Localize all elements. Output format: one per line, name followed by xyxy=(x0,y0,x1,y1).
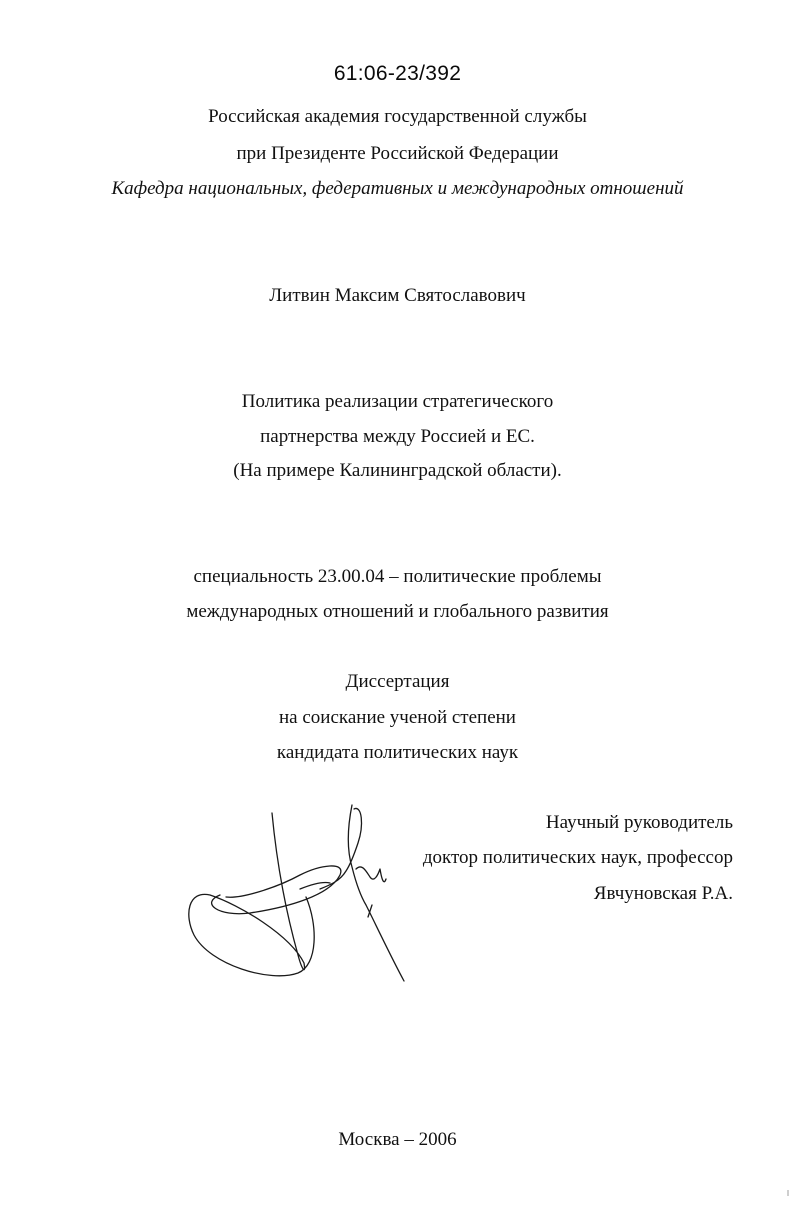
city-and-year: Москва – 2006 xyxy=(338,1129,457,1150)
scan-artifact-mark xyxy=(787,1190,789,1196)
degree-line2: на соискание ученой степени xyxy=(279,707,516,728)
thesis-title-line3: (На примере Калининградской области). xyxy=(233,460,562,481)
specialty-line2: международных отношений и глобального развития xyxy=(186,601,609,622)
supervisor-label: Научный руководитель xyxy=(545,812,733,833)
specialty-line1: специальность 23.00.04 – политические проблемы xyxy=(193,566,602,587)
degree-line3: кандидата политических наук xyxy=(276,742,519,763)
supervisor-name: Явчуновская Р.А. xyxy=(593,883,733,904)
degree-type: Диссертация xyxy=(345,671,450,692)
thesis-title-line1: Политика реализации стратегического xyxy=(241,391,554,412)
catalog-code: 61:06-23/392 xyxy=(333,62,462,85)
institution-name-line2: при Президенте Российской Федерации xyxy=(236,143,559,164)
thesis-title-line2: партнерства между Россией и ЕС. xyxy=(260,426,535,447)
supervisor-credentials: доктор политических наук, профессор xyxy=(422,847,733,868)
department-name: Кафедра национальных, федеративных и международных отношений xyxy=(111,178,684,199)
author-name: Литвин Максим Святославович xyxy=(269,285,526,306)
handwritten-signature xyxy=(180,795,420,995)
institution-name-line1: Российская академия государственной службы xyxy=(208,106,587,127)
